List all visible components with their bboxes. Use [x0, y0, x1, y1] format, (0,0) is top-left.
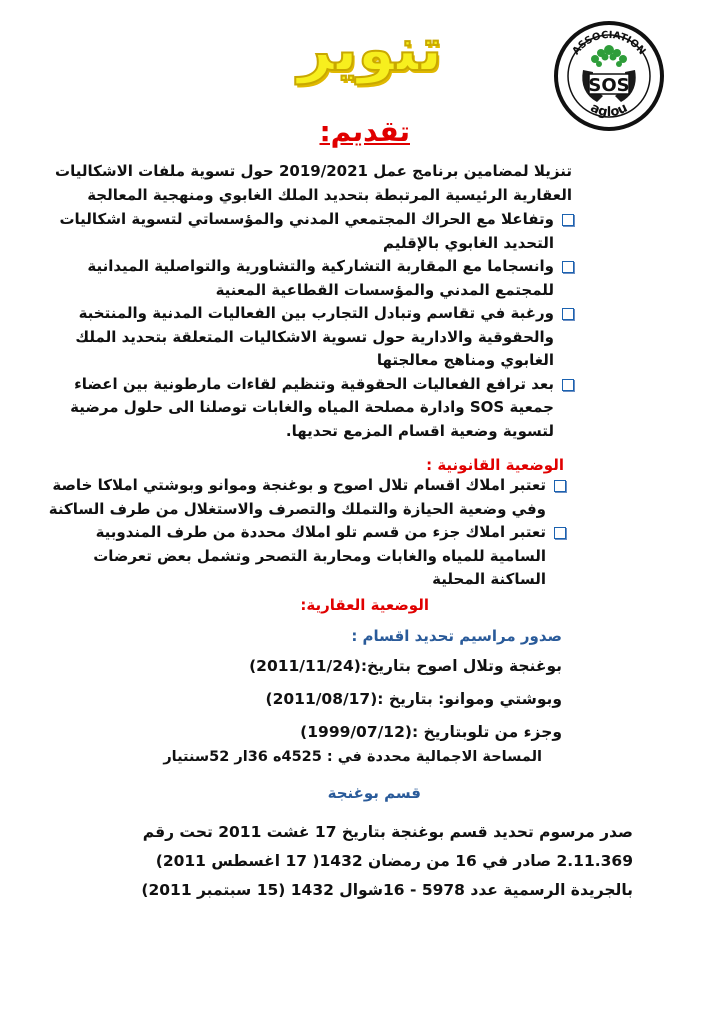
list-item — [34, 373, 574, 444]
decree-line: وجزء من تلوبتاريخ :(1999/07/12) — [300, 723, 562, 741]
checkbox-bullet-icon — [562, 308, 574, 320]
property-status-heading: الوضعية العقارية: — [300, 596, 429, 614]
bullet-text: وانسجاما مع المقاربة التشاركية والتشاورية والتواصلية الميدانية للمجتمع المدني والمؤسسات القطاعية المعنية — [87, 257, 554, 299]
plot-heading: قسم بوغنجة — [327, 784, 421, 802]
legal-status-heading: الوضعية القانونية : — [426, 456, 564, 474]
list-item — [34, 302, 574, 373]
decree-paragraph: صدر مرسوم تحديد قسم بوغنجة بتاريخ 17 غشت 2011 تحت رقم 2.11.369 صادر في 16 من رمضان 1432( 17 اغسطس 2011) بالجريدة الرسمية عدد 5978 - 16شوال 1432 (15 سبتمبر 2011) — [141, 823, 633, 899]
checkbox-bullet-icon — [554, 527, 566, 539]
decrees-heading: صدور مراسيم تحديد اقسام : — [351, 627, 562, 645]
checkbox-bullet-icon — [554, 480, 566, 492]
checkbox-bullet-icon — [562, 261, 574, 273]
bullet-text: تعتبر املاك جزء من قسم تلو املاك محددة من طرف المندوبية السامية للمياه والغابات ومحاربة التصحر وتشمل بعض تعرضات الساكنة المحلية — [93, 523, 546, 588]
intro-bullet-list — [34, 208, 574, 443]
list-item — [34, 255, 574, 302]
intro-paragraph: تنزيلا لمضامين برنامج عمل 2019/2021 حول تسوية ملفات الاشكاليات العقارية الرئيسية المرتبطة بتحديد الملك الغابوي ومنهجية المعالجة — [55, 162, 572, 204]
legal-bullet-list — [46, 474, 566, 592]
logo-center-text: SOS — [588, 75, 630, 96]
list-item — [46, 474, 566, 521]
bullet-text: بعد ترافع الفعاليات الحقوقية وتنظيم لقاءات مارطونية بين اعضاء جمعية SOS وادارة مصلحة المياه والغابات توصلنا الى حلول مرضية لتسوية وضعية اقسام المزمع تحديها. — [70, 374, 554, 440]
page-title: تنوير — [297, 15, 443, 85]
total-area-line: المساحة الاجمالية محددة في : 4525ه 36ار 52سنتيار — [163, 749, 542, 765]
list-item — [46, 521, 566, 592]
association-logo — [553, 20, 665, 132]
bullet-text: وتفاعلا مع الحراك المجتمعي المدني والمؤسساتي لتسوية اشكاليات التحديد الغابوي بالإقليم — [59, 210, 554, 252]
decree-line: بوغنجة وتلال اصوح بتاريخ:(2011/11/24) — [249, 657, 562, 675]
logo-emblem — [553, 20, 665, 132]
intro-heading: تقديم: — [319, 115, 410, 148]
checkbox-bullet-icon — [562, 379, 574, 391]
logo-top-text: ASSOCIATION — [570, 29, 648, 58]
decree-line: وبوشتي وموانو: بتاريخ :(2011/08/17) — [265, 690, 562, 708]
checkbox-bullet-icon — [562, 214, 574, 226]
logo-bottom-text: aglou — [587, 100, 631, 121]
bullet-text: ورغبة في تقاسم وتبادل التجارب بين الفعاليات المدنية والمنتخبة والحقوقية والادارية حول تسوية الاشكاليات المتعلقة بتحديد الملك الغابوي ومناهج معالجتها — [75, 304, 554, 369]
bullet-text: تعتبر املاك اقسام تلال اصوح و بوغنجة وموانو وبوشتي املاكا خاصة وفي وضعية الحيازة والتملك والتصرف والاستغلال من طرف الساكنة — [48, 476, 546, 518]
list-item — [34, 208, 574, 255]
